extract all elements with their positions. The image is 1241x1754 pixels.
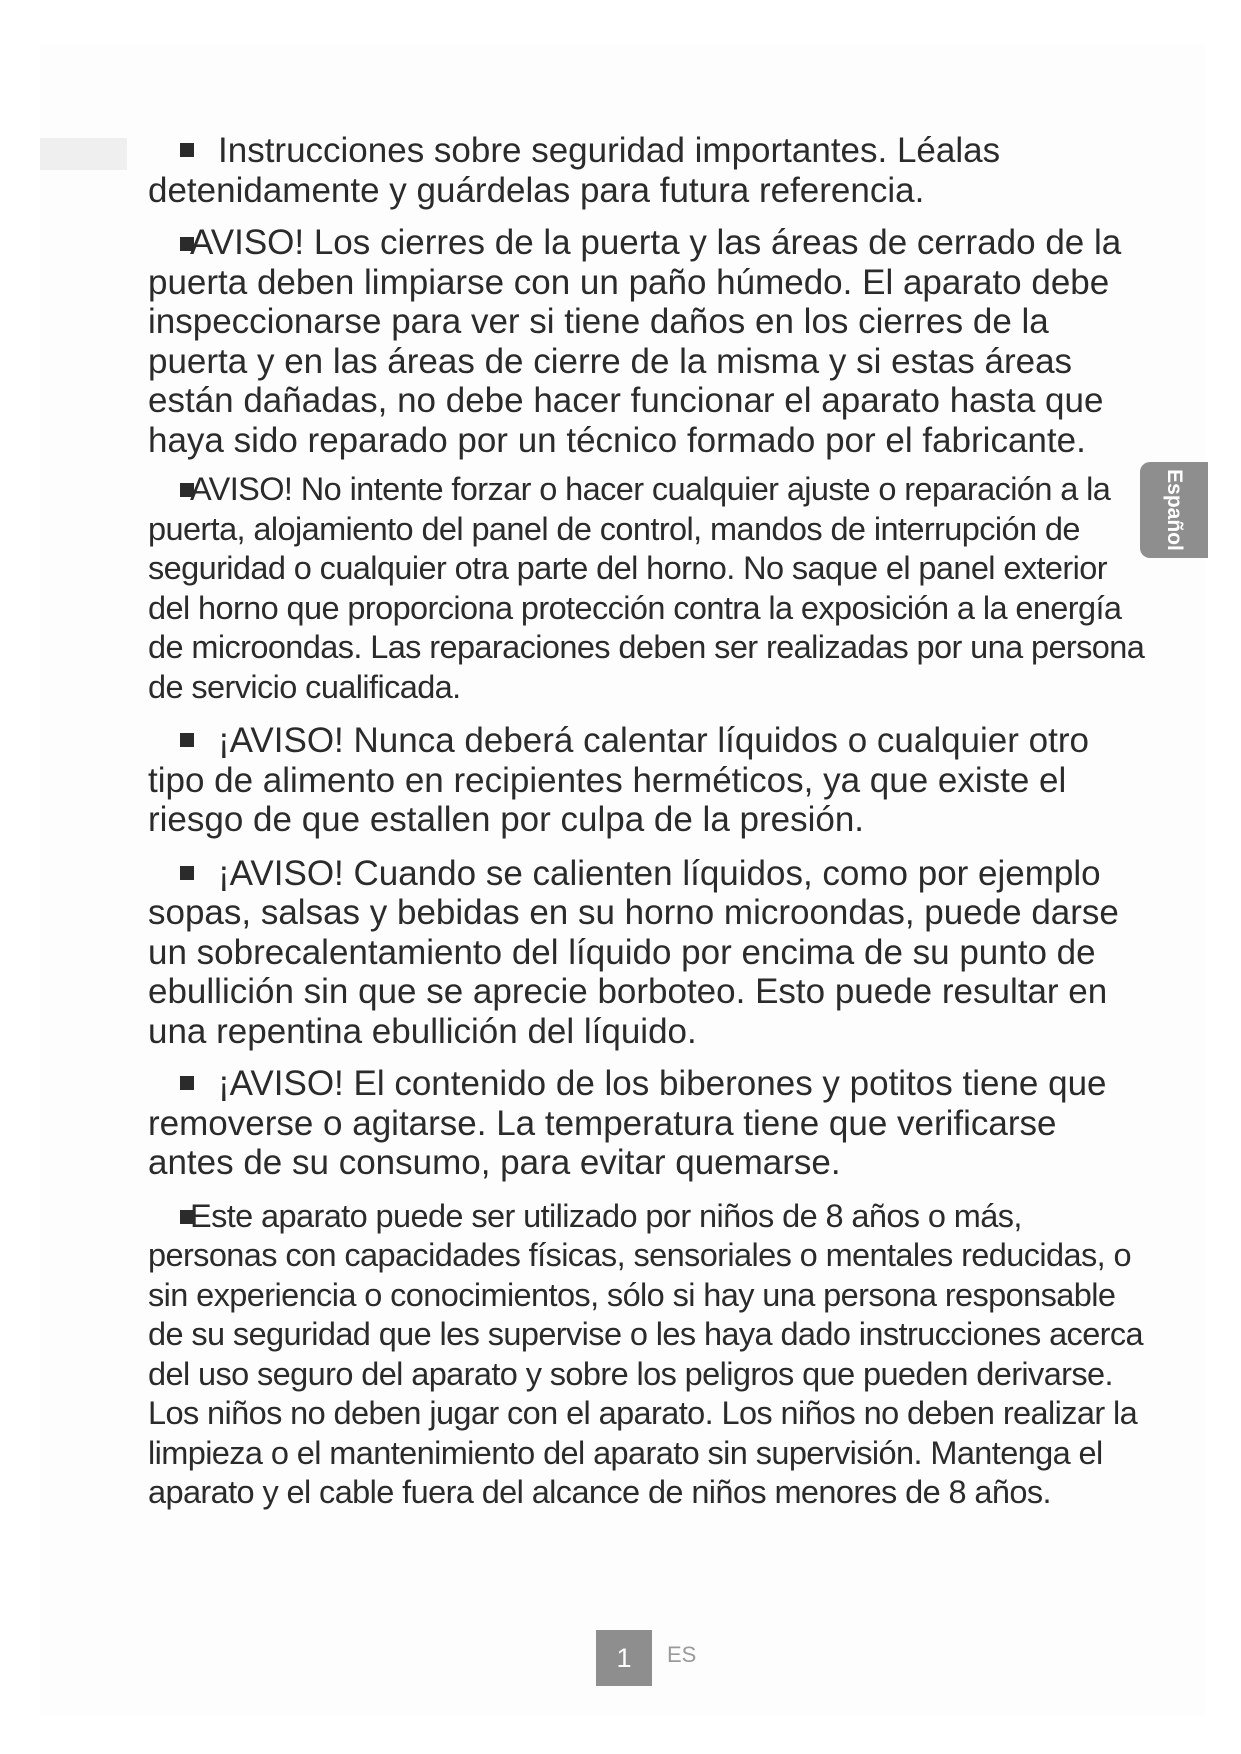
safety-paragraph [148, 131, 1148, 210]
safety-paragraph [148, 854, 1148, 1052]
paragraph-text: AVISO! No intente forzar o hacer cualquier ajuste o reparación a la puerta, alojamiento del panel de control, mandos de interrupción de seguridad o cualquier otra parte del horno. No saque el panel exterior del horno que proporciona protección contra la exposición a la energía de microondas. Las reparaciones deben ser realizadas por una persona de servicio cualificada. [148, 471, 1145, 705]
bullet-icon [180, 1076, 194, 1090]
safety-instructions [148, 131, 1148, 1513]
paragraph-text: ¡AVISO! El contenido de los biberones y potitos tiene que removerse o agitarse. La temperatura tiene que verificarse antes de su consumo, para evitar quemarse. [148, 1064, 1107, 1182]
safety-paragraph [148, 1197, 1148, 1513]
bullet-icon [180, 866, 194, 880]
language-side-tab [1140, 462, 1208, 558]
paragraph-text: ¡AVISO! Cuando se calienten líquidos, como por ejemplo sopas, salsas y bebidas en su horno microondas, puede darse un sobrecalentamiento del líquido por encima de su punto de ebullición sin que se aprecie borboteo. Esto puede resultar en una repentina ebullición del líquido. [148, 853, 1119, 1051]
paragraph-text: Instrucciones sobre seguridad importantes. Léalas detenidamente y guárdelas para futura referencia. [148, 131, 1001, 210]
language-side-tab-label: Español [1163, 469, 1186, 551]
bullet-icon [180, 143, 194, 157]
safety-paragraph [148, 721, 1148, 840]
paragraph-text: AVISO! Los cierres de la puerta y las áreas de cerrado de la puerta deben limpiarse con un paño húmedo. El aparato debe inspeccionarse para ver si tiene daños en los cierres de la puerta y en las áreas de cierre de la misma y si estas áreas están dañadas, no debe hacer funcionar el aparato hasta que haya sido reparado por un técnico formado por el fabricante. [148, 223, 1122, 460]
language-code: ES [667, 1642, 697, 1667]
paragraph-text: Este aparato puede ser utilizado por niños de 8 años o más, personas con capacidades físicas, sensoriales o mentales reducidas, o sin experiencia o conocimientos, sólo si hay una persona responsable de su seguridad que les supervise o les haya dado instrucciones acerca del uso seguro del aparato y sobre los peligros que pueden derivarse. Los niños no deben jugar con el aparato. Los niños no deben realizar la limpieza o el mantenimiento del aparato sin supervisión. Mantenga el aparato y el cable fuera del alcance de niños menores de 8 años. [148, 1197, 1144, 1510]
safety-paragraph [148, 223, 1148, 460]
safety-paragraph [148, 1064, 1148, 1183]
paragraph-text: ¡AVISO! Nunca deberá calentar líquidos o cualquier otro tipo de alimento en recipientes herméticos, ya que existe el riesgo de que estallen por culpa de la presión. [148, 721, 1089, 839]
corner-mark [40, 138, 127, 170]
safety-paragraph [148, 470, 1148, 707]
bullet-icon [180, 733, 194, 747]
page-number-box: 1 [596, 1630, 652, 1686]
